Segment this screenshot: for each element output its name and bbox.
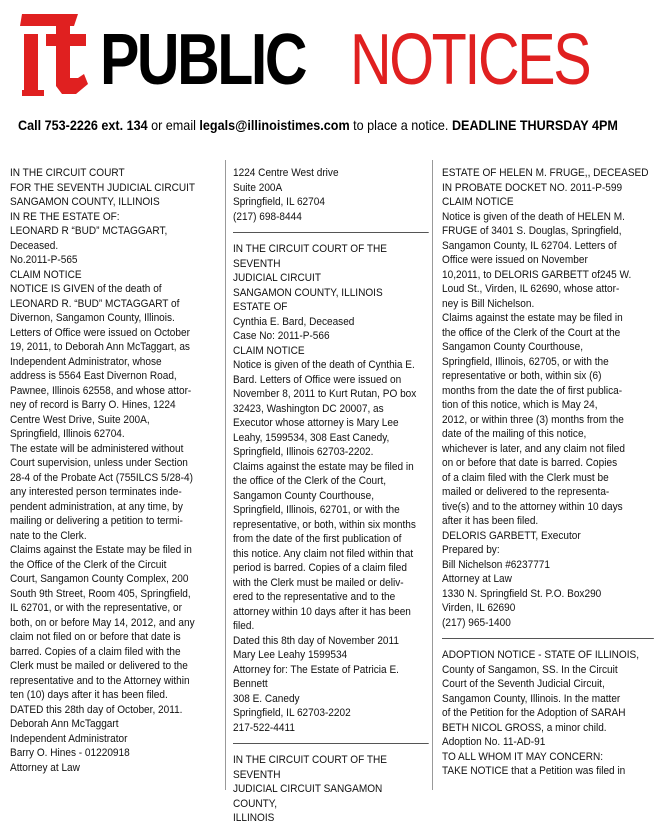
- notice-line: ESTATE OF: [233, 301, 288, 313]
- notice-line: filed.: [233, 620, 255, 632]
- notice-line: after it has been filed.: [442, 515, 539, 527]
- notice-line: 217-522-4411: [233, 721, 295, 734]
- notice-line: on or before that date is barred. Copies: [442, 457, 618, 469]
- notice-line: ADOPTION NOTICE - STATE OF ILLINOIS,: [442, 649, 640, 661]
- title-notices: NOTICES: [350, 20, 590, 100]
- notice-line: Attorney at Law: [10, 761, 80, 774]
- notice-line: ESTATE OF HELEN M. FRUGE,, DECEASED: [442, 167, 649, 179]
- notice-line: LEONARD R “BUD” MCTAGGART,: [10, 225, 168, 237]
- notice-line: address is 5564 East Divernon Road,: [10, 370, 177, 382]
- notice-line: DELORIS GARBETT, Executor: [442, 529, 581, 542]
- notice-column-1: [10, 166, 215, 790]
- notice-separator: [442, 638, 653, 639]
- notice-column-3: [442, 166, 654, 790]
- contact-line: [18, 117, 618, 133]
- legal-notice: [233, 753, 429, 826]
- contact-email[interactable]: legals@illinoistimes.com: [199, 117, 350, 133]
- legal-notice: [10, 166, 214, 775]
- notice-line: Court supervision, unless under Section: [10, 457, 188, 469]
- notice-line: 1330 N. Springfield St. P.O. Box290: [442, 587, 602, 600]
- notice-separator: [233, 743, 429, 744]
- notice-line: ney is Bill Nichelson.: [442, 297, 535, 310]
- notice-line: IN RE THE ESTATE OF:: [10, 210, 120, 223]
- notice-line: 32423, Washington DC 20007, as: [233, 402, 384, 415]
- notice-line: SANGAMON COUNTY, ILLINOIS: [10, 196, 160, 208]
- notice-line: County of Sangamon, SS. In the Circuit: [442, 663, 618, 676]
- notice-line: Springfield, Illinois 62704.: [10, 428, 125, 440]
- legal-notice: [233, 242, 429, 735]
- notice-line: November 8, 2011 to Kurt Rutan, PO box: [233, 388, 417, 400]
- notice-line: any interested person terminates inde-: [10, 486, 182, 498]
- notice-line: Independent Administrator, whose: [10, 355, 162, 368]
- notice-line: NOTICE IS GIVEN of the death of: [10, 283, 162, 295]
- notice-line: JUDICIAL CIRCUIT: [233, 272, 321, 284]
- notice-line: nate to the Clerk.: [10, 529, 87, 542]
- notice-line: Case No: 2011-P-566: [233, 330, 330, 342]
- notice-line: JUDICIAL CIRCUIT SANGAMON COUNTY,: [233, 783, 383, 810]
- notice-line: Clerk must be mailed or delivered to the: [10, 660, 188, 672]
- notice-line: ney of record is Barry O. Hines, 1224: [10, 399, 176, 411]
- notice-line: BETH NICOL GROSS, a minor child.: [442, 721, 607, 734]
- notice-line: this notice. Any claim not filed within that: [233, 547, 414, 560]
- legal-notice: [233, 166, 429, 224]
- notice-line: IL 62701, or with the representative, or: [10, 602, 182, 614]
- notice-line: Barry O. Hines - 01220918: [10, 747, 130, 759]
- notice-line: months from the date the of first publica-: [442, 384, 623, 397]
- notice-line: IN PROBATE DOCKET NO. 2011-P-599: [442, 181, 623, 194]
- notice-line: Bard. Letters of Office were issued on: [233, 373, 402, 386]
- notice-separator: [233, 232, 429, 233]
- notice-line: representative, or both, within six months: [233, 518, 416, 531]
- column-divider: [432, 160, 433, 790]
- notice-line: Divernon, Sangamon County, Illinois.: [10, 312, 175, 324]
- notice-line: 2012, or within three (3) months from the: [442, 413, 624, 426]
- notice-line: Sangamon County, IL 62704. Letters of: [442, 239, 617, 252]
- notice-line: Notice is given of the death of HELEN M.: [442, 210, 625, 223]
- notice-line: date of the mailing of this notice,: [442, 428, 587, 440]
- it-logo-icon: [18, 12, 96, 96]
- notice-line: DATED this 28th day of October, 2011.: [10, 703, 183, 716]
- notice-line: Claims against the estate may be filed in: [442, 312, 623, 324]
- notice-line: of a claim filed with the Clerk must be: [442, 471, 609, 484]
- notice-line: South 9th Street, Room 405, Springfield,: [10, 587, 191, 600]
- notice-line: FRUGE of 3401 S. Douglas, Springfield,: [442, 225, 622, 237]
- notice-line: Deborah Ann McTaggart: [10, 718, 119, 730]
- notice-line: the office of the Clerk of the Court,: [233, 475, 387, 487]
- notice-line: both, on or before May 14, 2012, and any: [10, 616, 195, 629]
- notice-line: ILLINOIS: [233, 812, 275, 824]
- notice-line: CLAIM NOTICE: [442, 196, 514, 208]
- notice-line: Office were issued on November: [442, 254, 588, 266]
- notice-line: ten (10) days after it has been filed.: [10, 689, 168, 701]
- contact-place: to place a notice.: [349, 117, 452, 133]
- notice-line: of the Petition for the Adoption of SARAH: [442, 707, 626, 719]
- notice-line: Springfield, Illinois, 62701, or with the: [233, 504, 400, 516]
- notice-line: FOR THE SEVENTH JUDICIAL CIRCUIT: [10, 181, 196, 194]
- notice-line: Bill Nichelson #6237771: [442, 558, 550, 571]
- notice-line: Court, Sangamon County Complex, 200: [10, 573, 189, 585]
- notice-line: attorney within 10 days after it has been: [233, 605, 411, 618]
- notice-line: IN THE CIRCUIT COURT OF THE SEVENTH: [233, 243, 387, 270]
- notice-line: tive(s) and to the attorney within 10 days: [442, 500, 623, 513]
- notice-line: Mary Lee Leahy 1599534: [233, 649, 348, 661]
- legal-notice: [442, 166, 653, 630]
- contact-deadline: DEADLINE THURSDAY 4PM: [451, 117, 618, 133]
- notice-line: whichever is later, and any claim not filed: [442, 442, 625, 455]
- notice-line: 19, 2011, to Deborah Ann McTaggart, as: [10, 341, 190, 353]
- notice-line: period is barred. Copies of a claim filed: [233, 562, 407, 574]
- notice-line: Prepared by:: [442, 544, 500, 556]
- notice-line: Notice is given of the death of Cynthia E.: [233, 359, 415, 371]
- notice-line: 1224 Centre West drive: [233, 167, 339, 179]
- notice-line: TAKE NOTICE that a Petition was filed in: [442, 765, 626, 777]
- notice-line: the Office of the Clerk of the Circuit: [10, 558, 167, 571]
- notice-line: Springfield, IL 62703-2202: [233, 707, 351, 719]
- notice-line: Executor whose attorney is Mary Lee: [233, 417, 399, 429]
- notice-line: Springfield, Illinois, 62705, or with the: [442, 355, 609, 368]
- notice-line: Centre West Drive, Suite 200A,: [10, 413, 150, 426]
- notice-line: mailed or delivered to the representa-: [442, 486, 610, 498]
- notice-line: Sangamon County, Illinois. In the matter: [442, 692, 621, 705]
- notice-line: barred. Copies of a claim filed with the: [10, 645, 181, 658]
- notice-line: (217) 965-1400: [442, 616, 511, 629]
- notice-line: Dated this 8th day of November 2011: [233, 634, 399, 647]
- notice-line: IN THE CIRCUIT COURT: [10, 167, 125, 179]
- notice-line: Loud St., Virden, IL 62690, whose attor-: [442, 283, 620, 295]
- notice-line: Sangamon County Courthouse,: [442, 341, 583, 353]
- contact-or-email: or email: [147, 117, 200, 133]
- notice-line: Virden, IL 62690: [442, 602, 516, 614]
- notice-line: Springfield, Illinois 62703-2202.: [233, 446, 374, 458]
- notice-line: CLAIM NOTICE: [10, 268, 82, 281]
- notice-line: IN THE CIRCUIT COURT OF THE SEVENTH: [233, 754, 387, 781]
- notice-line: Court of the Seventh Judicial Circuit,: [442, 678, 605, 690]
- notice-line: SANGAMON COUNTY, ILLINOIS: [233, 286, 383, 299]
- notice-line: No.2011-P-565: [10, 254, 78, 266]
- notice-line: Attorney at Law: [442, 573, 512, 585]
- notice-line: Pawnee, Illinois 62558, and whose attor-: [10, 384, 192, 397]
- masthead-title: [100, 20, 649, 100]
- contact-phone: Call 753-2226 ext. 134: [18, 117, 148, 133]
- notice-line: with the Clerk must be mailed or deliv-: [233, 576, 404, 589]
- column-divider: [225, 160, 226, 790]
- notice-line: Suite 200A: [233, 181, 283, 194]
- notice-column-2: [233, 166, 429, 824]
- notice-line: 28-4 of the Probate Act (755ILCS 5/28-4): [10, 471, 193, 484]
- notice-line: Bennett: [233, 678, 268, 690]
- notice-line: The estate will be administered without: [10, 442, 184, 455]
- notice-line: 308 E. Canedy: [233, 692, 300, 705]
- legal-notice: [442, 648, 653, 779]
- notice-line: the office of the Clerk of the Court at the: [442, 326, 621, 339]
- notice-line: claim not filed on or before that date is: [10, 631, 181, 643]
- notice-line: Adoption No. 11-AD-91: [442, 736, 546, 748]
- notice-line: CLAIM NOTICE: [233, 344, 305, 357]
- notice-line: representative or both, within six (6): [442, 370, 602, 382]
- notice-line: Attorney for: The Estate of Patricia E.: [233, 663, 399, 676]
- notice-line: Cynthia E. Bard, Deceased: [233, 315, 355, 328]
- notice-line: TO ALL WHOM IT MAY CONCERN:: [442, 750, 604, 763]
- notice-line: Claims against the estate may be filed in: [233, 460, 414, 473]
- notice-line: (217) 698-8444: [233, 210, 302, 223]
- notice-line: ered to the representative and to the: [233, 591, 396, 603]
- notice-line: LEONARD R. “BUD” MCTAGGART of: [10, 297, 180, 310]
- notice-line: mailing or delivering a petition to termi-: [10, 515, 183, 527]
- notice-line: Deceased.: [10, 239, 59, 252]
- notice-line: Independent Administrator: [10, 732, 128, 745]
- notice-line: from the date of the first publication of: [233, 533, 402, 545]
- notice-line: Letters of Office were issued on October: [10, 326, 190, 339]
- title-public: PUBLIC: [100, 20, 305, 100]
- notice-line: 10,2011, to DELORIS GARBETT of245 W.: [442, 268, 632, 281]
- notice-line: tion of this notice, which is May 24,: [442, 399, 598, 411]
- notice-line: Claims against the Estate may be filed in: [10, 544, 192, 556]
- notice-line: pendent administration, at any time, by: [10, 500, 183, 513]
- notice-line: Leahy, 1599534, 308 East Canedy,: [233, 431, 390, 444]
- notice-line: Sangamon County Courthouse,: [233, 489, 374, 502]
- notice-line: Springfield, IL 62704: [233, 196, 325, 208]
- masthead: [0, 0, 664, 112]
- notice-line: representative and to the Attorney within: [10, 674, 190, 687]
